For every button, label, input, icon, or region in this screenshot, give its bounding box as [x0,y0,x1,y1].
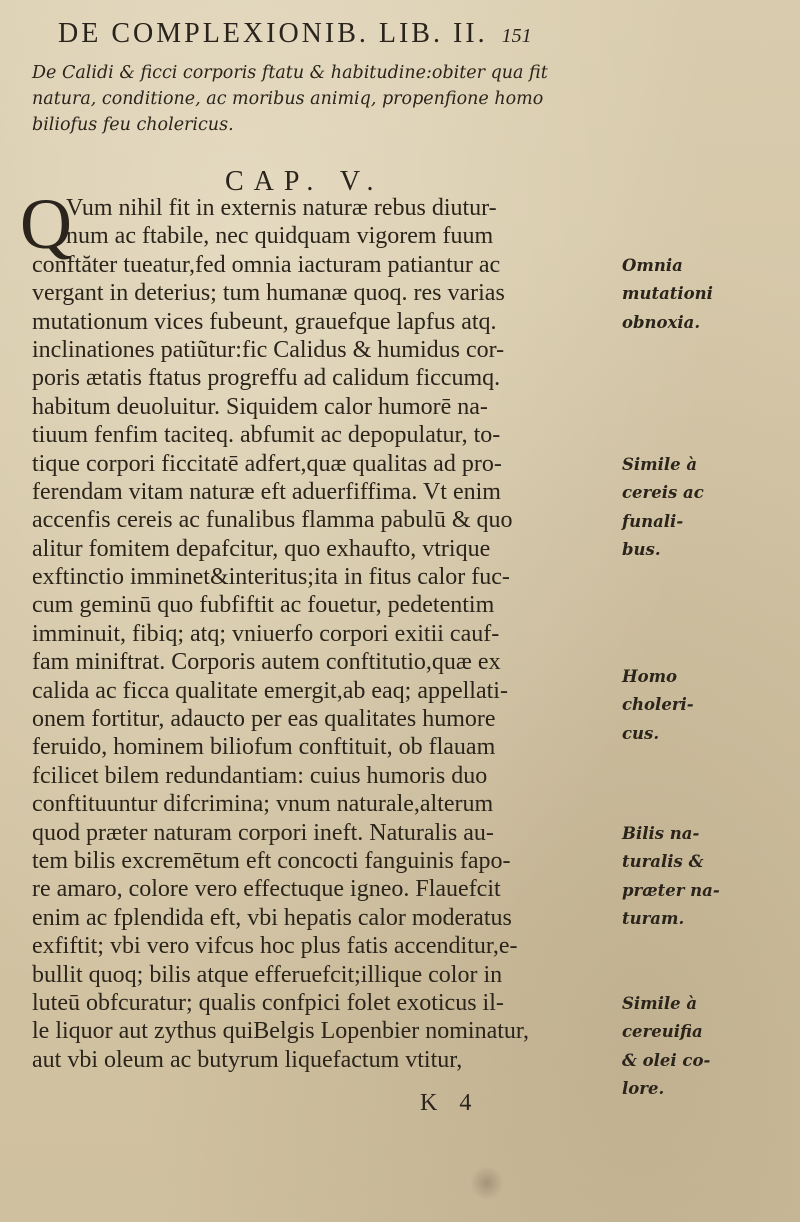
margin-note-line: obnoxia. [622,312,701,332]
margin-note-line: Simile à [622,994,698,1013]
margin-note-line: cus. [622,723,660,743]
text-line: cum geminū quo fubfiftit ac fouetur, pedetentim [32,592,495,619]
margin-note [622,820,792,934]
text-line: quod præter naturam corpori ineft. Naturalis au- [32,819,494,846]
text-line: Vum nihil fit in externis naturæ rebus diutur- [66,195,497,221]
text-line: tem bilis excremētum eft concocti fanguinis fapo- [32,847,511,874]
text-line: enim ac fplendida eft, vbi hepatis calor moderatus [32,904,512,931]
page-number: 151 [501,25,532,47]
margin-note [622,252,792,337]
margin-note [622,990,792,1104]
text-line: onem fortitur, adaucto per eas qualitates humore [32,706,496,733]
margin-note-line: & olei co- [622,1050,711,1070]
text-line: exfiftit; vbi vero vifcus hoc plus fatis accenditur,e- [32,933,518,960]
text-line: calida ac ficca qualitate emergit,ab eaq; appellati- [32,677,508,704]
paper-stain [470,1166,504,1200]
margin-note-line: Simile à [622,455,698,474]
chapter-summary [32,60,652,138]
text-line: bullit quoq; bilis atque efferuefcit;illique color in [32,961,503,988]
text-line: tique corpori ficcitatē adfert,quæ qualitas ad pro- [32,450,502,477]
text-line: ferendam vitam naturæ eft aduerfiffima. Vt enim [32,478,501,505]
text-line: conftituuntur difcrimina; vnum naturale,alterum [32,791,494,818]
chapter-heading: CAP. V. [225,166,384,197]
margin-note-line: Bilis na- [622,824,700,843]
margin-note-line: choleri- [622,695,694,715]
text-line: luteū obfcuratur; qualis confpici folet exoticus il- [32,989,504,1016]
text-line: habitum deuoluitur. Siquidem calor humorē na- [32,393,488,420]
margin-note [622,451,792,565]
text-line: accenfis cereis ac funalibus flamma pabulū & quo [32,507,513,534]
margin-note-line: bus. [622,540,661,560]
margin-note-line: cereuifia [622,1022,703,1042]
margin-note [622,663,792,748]
text-line: imminuit, fibiq; atq; vniuerfo corpori exitii cauf- [32,620,500,647]
text-line: fcilicet bilem redundantiam: cuius humoris duo [32,762,488,789]
margin-note-line: turam. [622,909,685,929]
text-line: poris ætatis ftatus progreffu ad calidum ficcumq. [32,365,501,392]
summary-line: De Calidi & ficci corporis ftatu & habitudine:obiter qua fit [32,63,548,83]
text-line: inclinationes patiũtur:fic Calidus & humidus cor- [32,336,505,363]
text-line: vergant in deterius; tum humanæ quoq. res varias [32,280,505,307]
text-line: tiuum fenfim taciteq. abfumit ac depopulatur, to- [32,422,501,449]
text-line: mutationum vices fubeunt, grauefque lapfus atq. [32,308,497,335]
margin-note-line: turalis & [622,852,704,872]
text-line: le liquor aut zythus quiBelgis Lopenbier nominatur, [32,1018,529,1045]
text-line: alitur fomitem depafcitur, quo exhaufto, vtrique [32,535,491,562]
text-line: conftăter tueatur,fed omnia iacturam patiantur ac [32,251,501,278]
margin-note-line: cereis ac [622,483,704,503]
signature-mark: K 4 [420,1090,480,1116]
text-line: fam miniftrat. Corporis autem conftitutio,quæ ex [32,649,501,676]
margin-note-line: lore. [622,1079,665,1099]
summary-line: biliofus feu cholericus. [32,115,234,135]
running-head [58,18,758,50]
margin-note-line: mutationi [622,284,713,304]
text-line: feruido, hominem biliofum conftituit, ob flauam [32,734,496,761]
drop-cap: Q [20,184,72,264]
margin-note-line: funali- [622,511,684,531]
running-head-title: DE COMPLEXIONIB. LIB. II. [58,18,488,49]
body-text [32,194,612,1074]
margin-note-line: Homo [622,667,678,686]
text-line: num ac ftabile, nec quidquam vigorem fuum [66,223,494,250]
margin-note-line: Omnia [622,256,683,275]
margin-note-line: præter na- [622,880,720,900]
text-line: exftinctio imminet&interitus;ita in fitus calor fuc- [32,564,510,591]
text-line: aut vbi oleum ac butyrum liquefactum vtitur, [32,1046,463,1073]
summary-line: natura, conditione, ac moribus animiq, propenfione homo [32,89,544,109]
text-line: re amaro, colore vero effectuque igneo. Flauefcit [32,876,501,903]
